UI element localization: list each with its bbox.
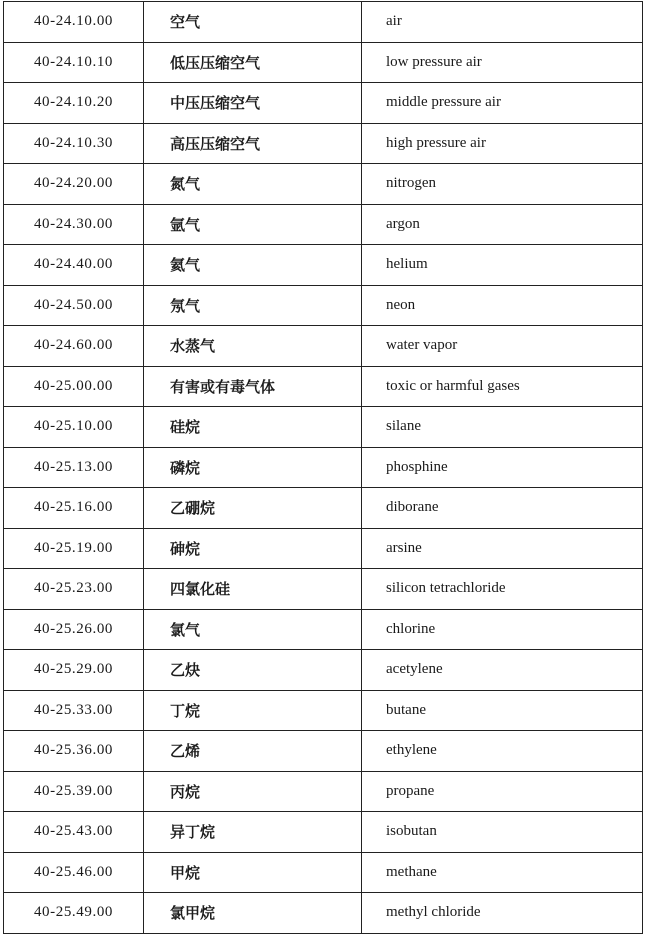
code-cell: 40-25.46.00 <box>4 852 144 893</box>
chinese-term-cell: 氮气 <box>144 164 362 205</box>
table-row <box>4 366 643 407</box>
english-term-cell: neon <box>362 285 643 326</box>
chinese-term-cell: 氦气 <box>144 245 362 286</box>
chinese-term-cell: 异丁烷 <box>144 812 362 853</box>
code-cell: 40-24.60.00 <box>4 326 144 367</box>
table-row <box>4 893 643 934</box>
code-cell: 40-25.10.00 <box>4 407 144 448</box>
table-row <box>4 407 643 448</box>
table-row <box>4 609 643 650</box>
english-term-cell: arsine <box>362 528 643 569</box>
table-row <box>4 812 643 853</box>
table-row <box>4 731 643 772</box>
code-cell: 40-25.39.00 <box>4 771 144 812</box>
code-cell: 40-24.30.00 <box>4 204 144 245</box>
table-row <box>4 83 643 124</box>
english-term-cell: high pressure air <box>362 123 643 164</box>
table-row <box>4 852 643 893</box>
code-cell: 40-25.26.00 <box>4 609 144 650</box>
code-cell: 40-25.29.00 <box>4 650 144 691</box>
table-row <box>4 204 643 245</box>
english-term-cell: chlorine <box>362 609 643 650</box>
table-row <box>4 528 643 569</box>
code-cell: 40-24.10.30 <box>4 123 144 164</box>
table-row <box>4 245 643 286</box>
chinese-term-cell: 砷烷 <box>144 528 362 569</box>
chinese-term-cell: 水蒸气 <box>144 326 362 367</box>
english-term-cell: middle pressure air <box>362 83 643 124</box>
chinese-term-cell: 中压压缩空气 <box>144 83 362 124</box>
chinese-term-cell: 四氯化硅 <box>144 569 362 610</box>
chinese-term-cell: 硅烷 <box>144 407 362 448</box>
english-term-cell: water vapor <box>362 326 643 367</box>
chinese-term-cell: 乙烯 <box>144 731 362 772</box>
english-term-cell: nitrogen <box>362 164 643 205</box>
code-cell: 40-25.36.00 <box>4 731 144 772</box>
table-row <box>4 447 643 488</box>
chinese-term-cell: 磷烷 <box>144 447 362 488</box>
code-cell: 40-25.19.00 <box>4 528 144 569</box>
table-body <box>4 2 643 934</box>
english-term-cell: ethylene <box>362 731 643 772</box>
code-cell: 40-25.23.00 <box>4 569 144 610</box>
english-term-cell: air <box>362 2 643 43</box>
english-term-cell: diborane <box>362 488 643 529</box>
chinese-term-cell: 氖气 <box>144 285 362 326</box>
code-cell: 40-25.49.00 <box>4 893 144 934</box>
chinese-term-cell: 氯气 <box>144 609 362 650</box>
code-cell: 40-24.40.00 <box>4 245 144 286</box>
table-row <box>4 164 643 205</box>
table-row <box>4 569 643 610</box>
code-cell: 40-24.20.00 <box>4 164 144 205</box>
table-row <box>4 285 643 326</box>
english-term-cell: phosphine <box>362 447 643 488</box>
classification-table <box>3 1 643 934</box>
chinese-term-cell: 丁烷 <box>144 690 362 731</box>
english-term-cell: silicon tetrachloride <box>362 569 643 610</box>
english-term-cell: butane <box>362 690 643 731</box>
code-cell: 40-24.10.20 <box>4 83 144 124</box>
chinese-term-cell: 乙炔 <box>144 650 362 691</box>
table-row <box>4 123 643 164</box>
table-row <box>4 690 643 731</box>
table-row <box>4 326 643 367</box>
code-cell: 40-25.13.00 <box>4 447 144 488</box>
chinese-term-cell: 空气 <box>144 2 362 43</box>
chinese-term-cell: 丙烷 <box>144 771 362 812</box>
chinese-term-cell: 甲烷 <box>144 852 362 893</box>
chinese-term-cell: 高压压缩空气 <box>144 123 362 164</box>
code-cell: 40-24.50.00 <box>4 285 144 326</box>
table-row <box>4 42 643 83</box>
chinese-term-cell: 氩气 <box>144 204 362 245</box>
english-term-cell: low pressure air <box>362 42 643 83</box>
code-cell: 40-24.10.00 <box>4 2 144 43</box>
chinese-term-cell: 低压压缩空气 <box>144 42 362 83</box>
chinese-term-cell: 乙硼烷 <box>144 488 362 529</box>
chinese-term-cell: 有害或有毒气体 <box>144 366 362 407</box>
english-term-cell: methyl chloride <box>362 893 643 934</box>
english-term-cell: propane <box>362 771 643 812</box>
table-row <box>4 488 643 529</box>
table-row <box>4 650 643 691</box>
table-row <box>4 771 643 812</box>
code-cell: 40-25.00.00 <box>4 366 144 407</box>
english-term-cell: acetylene <box>362 650 643 691</box>
code-cell: 40-25.33.00 <box>4 690 144 731</box>
chinese-term-cell: 氯甲烷 <box>144 893 362 934</box>
table-row <box>4 2 643 43</box>
english-term-cell: helium <box>362 245 643 286</box>
english-term-cell: methane <box>362 852 643 893</box>
english-term-cell: argon <box>362 204 643 245</box>
english-term-cell: silane <box>362 407 643 448</box>
english-term-cell: toxic or harmful gases <box>362 366 643 407</box>
code-cell: 40-25.16.00 <box>4 488 144 529</box>
english-term-cell: isobutan <box>362 812 643 853</box>
code-cell: 40-24.10.10 <box>4 42 144 83</box>
code-cell: 40-25.43.00 <box>4 812 144 853</box>
